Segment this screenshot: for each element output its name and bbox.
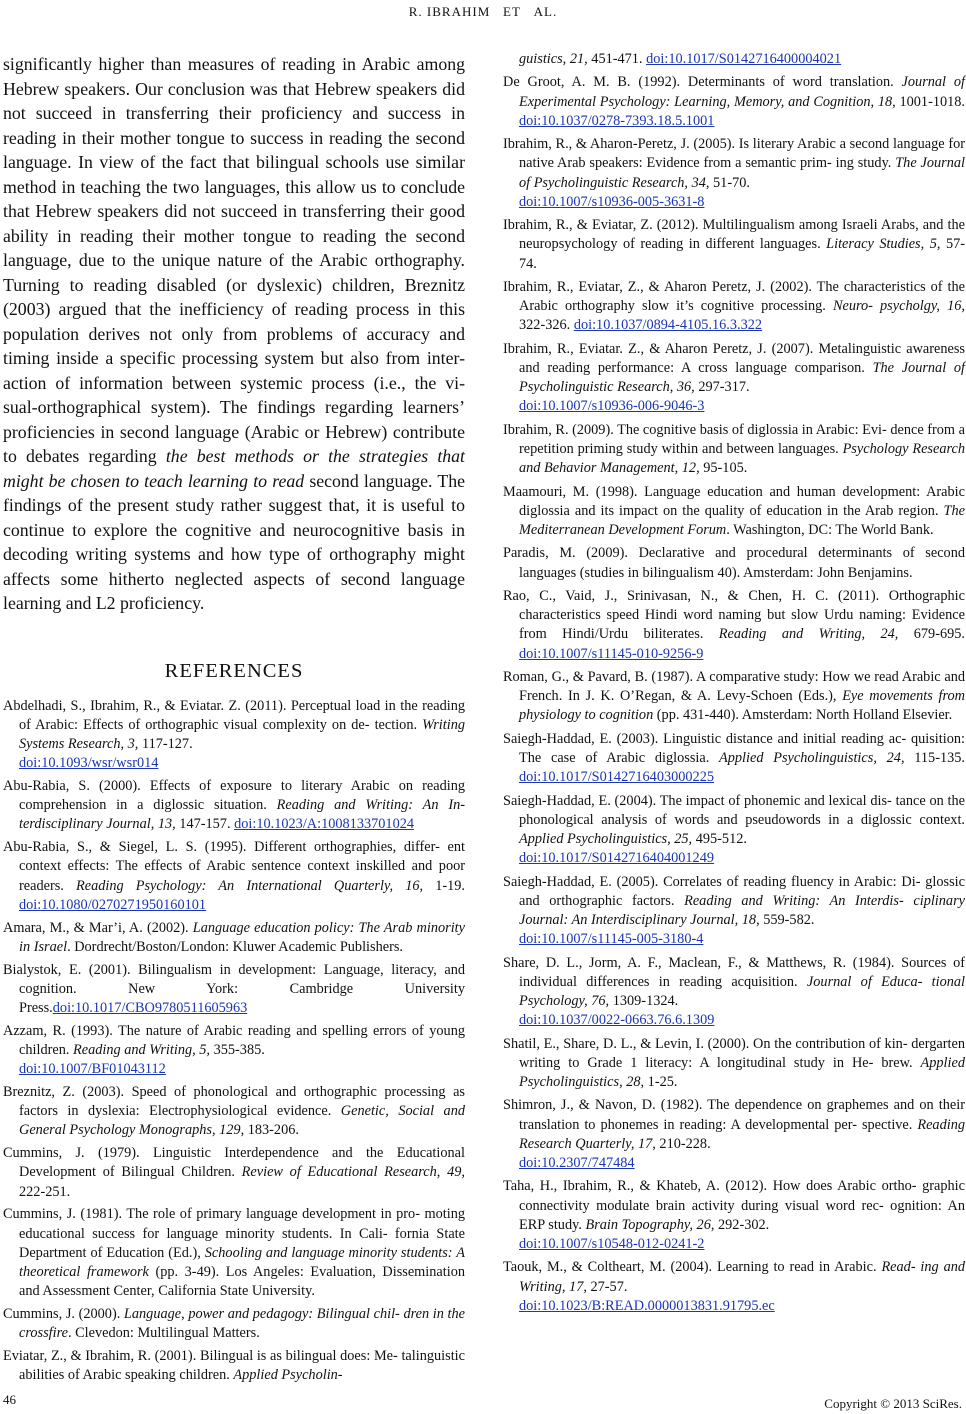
- reference-details: 210-228.: [655, 1135, 711, 1152]
- reference-details: 322-326.: [519, 317, 574, 334]
- reference-text: Paradis, M. (2009). Declarative and procedural determinants of second languages (studies in bilingualism 40). Amsterdam: John Benjamins.: [503, 545, 965, 581]
- reference-text: Ibrahim, R., & Aharon-Peretz, J. (2005). Is literary Arabic a second language for native Arab speakers: Evidence from a semantic prim- ing study.: [503, 136, 965, 172]
- reference-source: Language education policy: The Arab minority in Israel: [19, 919, 465, 955]
- reference-entry: [3, 838, 465, 915]
- reference-entry: [503, 587, 965, 664]
- reference-source: Eye movements from physiology to cognition: [519, 688, 965, 724]
- reference-text: Saiegh-Haddad, E. (2004). The impact of phonemic and lexical dis- tance on the phonological analysis of words and pseudowords in a diglossic context.: [503, 792, 965, 828]
- reference-details: 495-512.: [692, 830, 747, 847]
- reference-text: De Groot, A. M. B. (1992). Determinants of word translation.: [503, 74, 902, 91]
- doi-link[interactable]: doi:10.1007/s10936-005-3631-8: [519, 193, 705, 210]
- reference-source: The Mediterranean Development Forum: [519, 502, 965, 538]
- doi-link[interactable]: doi:10.2307/747484: [519, 1154, 635, 1171]
- references-list-right: [503, 50, 965, 1316]
- doi-link[interactable]: doi:10.1007/s11145-005-3180-4: [519, 931, 704, 948]
- reference-text: Ibrahim, R., & Eviatar, Z. (2012). Multilingualism among Israeli Arabs, and the neuropsychology of reading in different languages.: [503, 217, 965, 253]
- page-number: 46: [3, 1392, 16, 1407]
- reference-details: 559-582.: [759, 911, 815, 928]
- reference-source: The Journal of Psycholinguistic Research, 34,: [519, 155, 965, 191]
- reference-details: 57-74.: [519, 236, 966, 272]
- reference-entry: [3, 697, 465, 774]
- doi-link[interactable]: doi:10.1007/s10936-006-9046-3: [519, 398, 705, 415]
- reference-source: Reading and Writing, 24,: [718, 626, 899, 643]
- reference-entry: [503, 50, 965, 69]
- reference-text: Shimron, J., & Navon, D. (1982). The dependence on graphemes and on their translation to phonemes in reading: A developmental per- spective.: [503, 1097, 965, 1133]
- references-list-left: [3, 697, 465, 1386]
- reference-source: Psychology Research and Behavior Management, 12,: [519, 440, 965, 477]
- doi-link[interactable]: doi:10.1037/0278-7393.18.5.1001: [519, 112, 715, 129]
- reference-text: Saiegh-Haddad, E. (2005). Correlates of reading fluency in Arabic: Di- glossic and orthographic factors.: [503, 873, 965, 909]
- body-paragraph: [3, 52, 465, 616]
- reference-text: Ibrahim, R., Eviatar. Z., & Aharon Peretz, J. (2007). Metalinguistic awareness and reading performance: A cross language comparison.: [503, 340, 965, 376]
- reference-source: Reading and Writing: An In- terdisciplinary Journal, 13,: [19, 797, 465, 833]
- reference-source: guistics, 21,: [519, 51, 588, 67]
- reference-source: Read- ing and Writing, 17,: [519, 1259, 966, 1295]
- reference-details: 1-19.: [423, 877, 465, 894]
- reference-entry: [503, 730, 965, 788]
- reference-text: Eviatar, Z., & Ibrahim, R. (2001). Bilingual is as bilingual does: Me- talinguistic abilities of Arabic speaking children.: [3, 1347, 465, 1384]
- reference-source: Reading Research Quarterly, 17,: [519, 1116, 965, 1152]
- reference-details: 292-302.: [714, 1216, 770, 1233]
- reference-source: Language, power and pedagogy: Bilingual chil- dren in the crossfire: [19, 1305, 465, 1342]
- body-text-emphasis: the best methods or the strategies that might be chosen to teach learning to read: [3, 446, 465, 491]
- reference-details: 147-157.: [175, 816, 235, 833]
- reference-source: The Journal of Psycholinguistic Research, 36,: [519, 359, 965, 396]
- doi-link[interactable]: doi:10.1037/0022-0663.76.6.1309: [519, 1012, 715, 1029]
- references-heading: REFERENCES: [164, 659, 304, 682]
- reference-source: Brain Topography, 26,: [585, 1216, 715, 1233]
- reference-source: Literacy Studies, 5,: [826, 236, 941, 253]
- reference-text: Azzam, R. (1993). The nature of Arabic reading and spelling errors of young children.: [3, 1022, 465, 1058]
- reference-entry: [3, 1305, 465, 1343]
- reference-text: Rao, C., Vaid, J., Srinivasan, N., & Chen, H. C. (2011). Orthographic characteristics speed Hindi word naming but slow Urdu naming: Evidence from Hindi/Urdu biliterates.: [503, 587, 965, 643]
- reference-details: (pp. 431-440). Amsterdam: North Holland Elsevier.: [653, 707, 953, 724]
- reference-source: Applied Psycholin-: [233, 1367, 343, 1384]
- reference-text: Saiegh-Haddad, E. (2003). Linguistic distance and initial reading ac- quisition: The case of Arabic diglossia.: [503, 730, 965, 766]
- reference-source: Journal of Educa- tional Psychology, 76,: [519, 973, 966, 1009]
- reference-details: 115-135.: [904, 749, 965, 766]
- reference-entry: [503, 873, 965, 950]
- reference-details: . Washington, DC: The World Bank.: [726, 521, 934, 538]
- reference-entry: [503, 1035, 965, 1093]
- reference-entry: [503, 278, 965, 336]
- reference-entry: [3, 919, 465, 957]
- doi-link[interactable]: doi:10.1023/A:1008133701024: [234, 816, 415, 833]
- doi-link[interactable]: doi:10.1017/S0142716400004021: [646, 51, 842, 67]
- reference-text: Taha, H., Ibrahim, R., & Khateb, A. (2012). How does Arabic ortho- graphic connectivity modulate brain activity during visual word rec- ognition: An ERP study.: [503, 1178, 965, 1233]
- body-text-end: second language. The findings of the present study rather suggest that, it is useful to continue to explore the cognitive and neurocognitive basis in decoding writing systems and how type of orthography might affects some hitherto neglected aspects of second language learning and L2 proficiency.: [3, 470, 465, 613]
- reference-source: Applied Psycholinguistics, 24,: [719, 749, 905, 766]
- reference-details: 1001-1018.: [895, 93, 965, 110]
- reference-details: 51-70.: [709, 174, 750, 191]
- reference-source: Neuro- psycholgy, 16,: [832, 298, 965, 315]
- reference-text: Cummins, J. (2000).: [3, 1305, 124, 1322]
- reference-entry: [3, 961, 465, 1019]
- reference-entry: [503, 1096, 965, 1173]
- reference-details: 27-57.: [586, 1278, 628, 1295]
- reference-entry: [3, 1205, 465, 1301]
- reference-entry: [503, 421, 965, 479]
- reference-details: . Dordrecht/Boston/London: Kluwer Academic Publishers.: [67, 938, 403, 955]
- reference-text: Taouk, M., & Coltheart, M. (2004). Learning to read in Arabic.: [503, 1259, 882, 1276]
- reference-details: 679-695.: [898, 626, 965, 643]
- reference-source: Reading Psychology: An International Quarterly, 16,: [75, 877, 424, 894]
- reference-text: Roman, G., & Pavard, B. (1987). A comparative study: How we read Arabic and French. In J. K. O’Regan, & A. Levy-Schoen (Eds.),: [503, 668, 965, 705]
- reference-entry: [503, 483, 965, 541]
- reference-text: Amara, M., & Mar’i, A. (2002).: [3, 919, 193, 936]
- doi-link[interactable]: doi:10.1007/s11145-010-9256-9: [519, 645, 704, 662]
- reference-source: Applied Psycholinguistics, 28,: [519, 1054, 965, 1090]
- reference-source: Genetic, Social and General Psychology Monographs, 129,: [19, 1103, 465, 1139]
- reference-details: (pp. 3-49). Los Angeles: Evaluation, Dissemination and Assessment Center, California State University.: [19, 1263, 466, 1300]
- body-text-start: significantly higher than measures of reading in Arabic among Hebrew speakers. Our conclusion was that Hebrew speakers did not succeed in transferring their proficiency and success in reading in their mother tongue to success in reading the second language. In view of the fact that bilingual schools use similar method in teaching the two languages, this allow us to conclude that Hebrew speakers did not succeed in transferring their good ability in reading their mother tongue to reading the second language, due to the unique nature of the Arabic orthography. Turning to reading disabled (or dyslexic) children, Breznitz (2003) argued that the inefficiency of reading process in this population derives not only from problems of accuracy and timing inside a specific processing system but also from inter- action of information between systemic process (i.e., the vi- sual-orthographical system). The findings regarding learners’ proficiencies in second language (Arabic or Hebrew) contribute to debates regarding: [3, 54, 465, 466]
- reference-text: Cummins, J. (1981). The role of primary language development in pro- moting educational success for language minority students. In Cali- fornia State Department of Education (Ed.),: [3, 1206, 465, 1261]
- doi-link[interactable]: doi:10.1080/0270271950160101: [19, 896, 207, 913]
- doi-link[interactable]: doi:10.1017/CBO9780511605963: [52, 999, 248, 1016]
- reference-details: 117-127.: [138, 735, 193, 752]
- reference-entry: [503, 954, 965, 1031]
- reference-source: Review of Educational Research, 49,: [241, 1164, 465, 1181]
- reference-entry: [3, 1022, 465, 1080]
- reference-details: 451-471.: [587, 51, 647, 67]
- copyright-notice: Copyright © 2013 SciRes.: [824, 1396, 962, 1411]
- reference-source: Schooling and language minority students: A theoretical framework: [19, 1244, 465, 1280]
- reference-details: 1-25.: [644, 1073, 678, 1090]
- reference-entry: [503, 544, 965, 582]
- reference-details: 222-251.: [19, 1183, 71, 1200]
- doi-link[interactable]: doi:10.1007/BF01043112: [19, 1061, 166, 1078]
- reference-details: 297-317.: [694, 379, 750, 396]
- reference-text: Maamouri, M. (1998). Language education and human development: Arabic diglossia and its impact on the quality of education in the Arab region.: [503, 483, 965, 519]
- running-header: R. IBRAHIM ET AL.: [408, 4, 558, 19]
- reference-entry: [3, 1347, 465, 1385]
- reference-text: Abu-Rabia, S., & Siegel, L. S. (1995). Different orthographies, differ- ent context effects: The effects of Arabic sentence context inskilled and poor readers.: [3, 839, 465, 894]
- reference-text: Share, D. L., Jorm, A. F., Maclean, F., & Matthews, R. (1984). Sources of individual differences in reading acquisition.: [503, 954, 965, 990]
- right-column: [503, 50, 965, 1320]
- reference-entry: [503, 340, 965, 417]
- reference-entry: [3, 777, 465, 835]
- reference-details: 355-385.: [210, 1041, 265, 1058]
- reference-details: . Clevedon: Multilingual Matters.: [67, 1325, 260, 1342]
- reference-entry: [503, 668, 965, 726]
- reference-source: Reading and Writing: An Interdis- ciplinary Journal: An Interdisciplinary Journal, 18,: [519, 892, 965, 928]
- left-column: [3, 52, 465, 1389]
- reference-entry: [503, 73, 965, 131]
- reference-text: Breznitz, Z. (2003). Speed of phonological and orthographic processing as factors in dyslexia: Electrophysiological evidence.: [3, 1083, 465, 1120]
- reference-source: Applied Psycholinguistics, 25,: [519, 830, 693, 847]
- reference-source: Reading and Writing, 5,: [73, 1041, 211, 1058]
- doi-link[interactable]: doi:10.1017/S0142716404001249: [519, 850, 715, 867]
- reference-entry: [3, 1144, 465, 1202]
- reference-details: 1309-1324.: [609, 992, 679, 1009]
- reference-text: Ibrahim, R. (2009). The cognitive basis of diglossia in Arabic: Evi- dence from a repetition priming study within and between languages.: [503, 421, 965, 457]
- reference-text: Shatil, E., Share, D. L., & Levin, I. (2000). On the contribution of kin- dergarten writing to Grade 1 literacy: A longitudinal study in He- brew.: [503, 1035, 965, 1071]
- reference-text: Bialystok, E. (2001). Bilingualism in development: Language, literacy, and cognition. New York: Cambridge University Press.: [3, 961, 465, 1016]
- reference-details: 95-105.: [699, 460, 748, 477]
- reference-entry: [503, 1258, 965, 1316]
- reference-entry: [3, 1083, 465, 1141]
- doi-link[interactable]: doi:10.1017/S0142716403000225: [519, 769, 715, 786]
- reference-source: Writing Systems Research, 3,: [19, 716, 465, 752]
- reference-entry: [503, 135, 965, 212]
- reference-entry: [503, 216, 965, 274]
- reference-entry: [503, 792, 965, 869]
- doi-link[interactable]: doi:10.1023/B:READ.0000013831.91795.ec: [519, 1297, 775, 1314]
- reference-text: Abu-Rabia, S. (2000). Effects of exposure to literary Arabic on reading comprehension in a diglossic situation.: [3, 777, 465, 814]
- doi-link[interactable]: doi:10.1037/0894-4105.16.3.322: [573, 317, 763, 334]
- reference-source: Journal of Experimental Psychology: Learning, Memory, and Cognition, 18,: [519, 74, 965, 110]
- reference-entry: [503, 1177, 965, 1254]
- doi-link[interactable]: doi:10.1007/s10548-012-0241-2: [519, 1235, 705, 1252]
- reference-text: Abdelhadi, S., Ibrahim, R., & Eviatar. Z. (2011). Perceptual load in the reading of Arabic: Effects of orthographic visual complexity on de- tection.: [3, 697, 465, 733]
- doi-link[interactable]: doi:10.1093/wsr/wsr014: [19, 755, 159, 772]
- reference-text: Cummins, J. (1979). Linguistic Interdependence and the Educational Development of Bilingual Children.: [3, 1145, 465, 1181]
- reference-text: Ibrahim, R., Eviatar, Z., & Aharon Peretz, J. (2002). The characteristics of the Arabic orthography slow it’s cognitive processing.: [503, 278, 965, 315]
- reference-details: 183-206.: [244, 1122, 299, 1139]
